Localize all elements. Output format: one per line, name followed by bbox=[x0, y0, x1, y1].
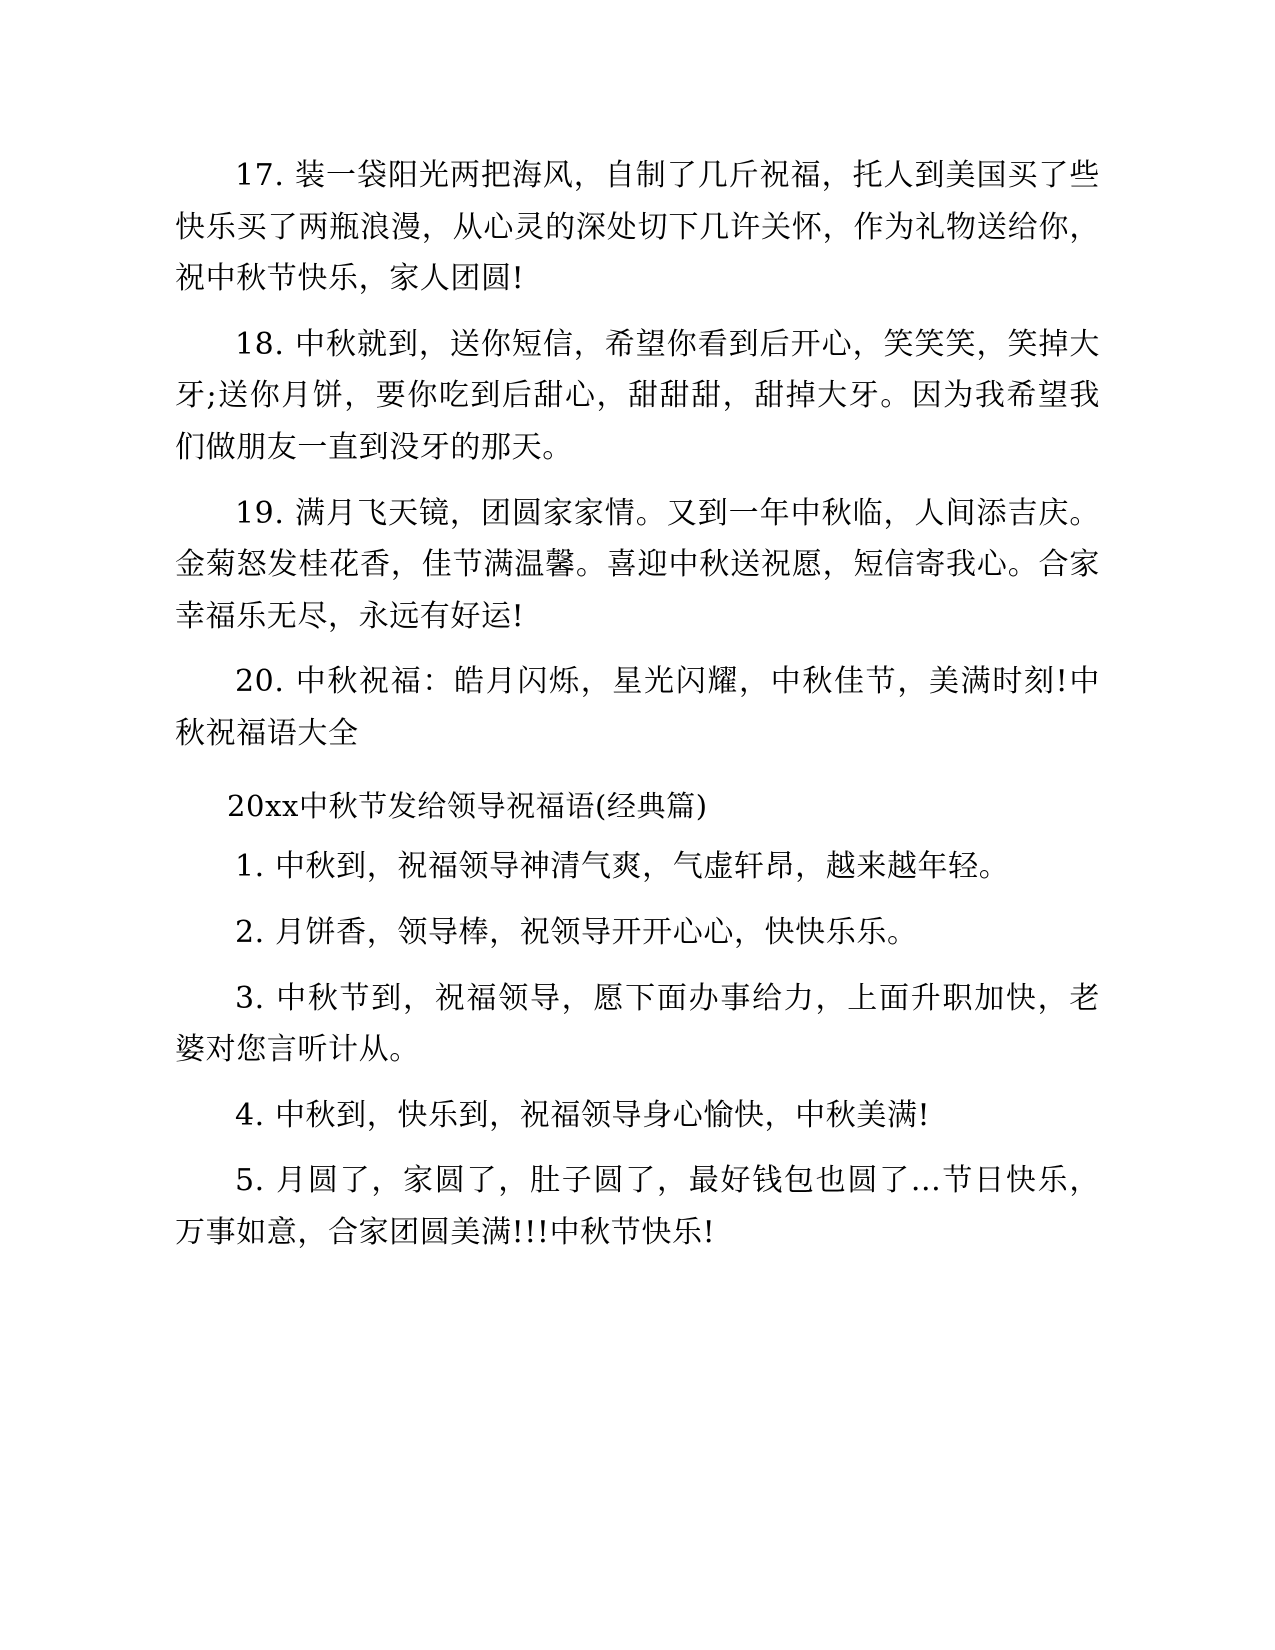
section-heading: 20xx中秋节发给领导祝福语(经典篇) bbox=[227, 788, 708, 823]
paragraph-item-3: 3. 中秋节到，祝福领导，愿下面办事给力，上面升职加快，老婆对您言听计从。 bbox=[175, 980, 1100, 1068]
paragraph-item-1: 1. 中秋到，祝福领导神清气爽，气虚轩昂，越来越年轻。 bbox=[235, 849, 1010, 885]
paragraph-item-18: 18. 中秋就到，送你短信，希望你看到后开心，笑笑笑，笑掉大牙;送你月饼，要你吃到后甜心，甜甜甜，甜掉大牙。因为我希望我们做朋友一直到没牙的那天。 bbox=[175, 326, 1100, 465]
paragraph-item-20: 20. 中秋祝福：皓月闪烁，星光闪耀，中秋佳节，美满时刻!中秋祝福语大全 bbox=[175, 664, 1100, 751]
paragraph-item-17: 17. 装一袋阳光两把海风，自制了几斤祝福，托人到美国买了些快乐买了两瓶浪漫，从心灵的深处切下几许关怀，作为礼物送给你，祝中秋节快乐，家人团圆! bbox=[175, 158, 1100, 297]
paragraph-item-5: 5. 月圆了，家圆了，肚子圆了，最好钱包也圆了...节日快乐，万事如意，合家团圆美满!!!中秋节快乐! bbox=[175, 1163, 1100, 1250]
paragraph-item-2: 2. 月饼香，领导棒，祝领导开开心心，快快乐乐。 bbox=[235, 915, 918, 950]
paragraph-item-19: 19. 满月飞天镜，团圆家家情。又到一年中秋临，人间添吉庆。金菊怒发桂花香，佳节满温馨。喜迎中秋送祝愿，短信寄我心。合家幸福乐无尽，永远有好运! bbox=[175, 495, 1100, 634]
paragraph-item-4: 4. 中秋到，快乐到，祝福领导身心愉快，中秋美满! bbox=[235, 1097, 931, 1133]
